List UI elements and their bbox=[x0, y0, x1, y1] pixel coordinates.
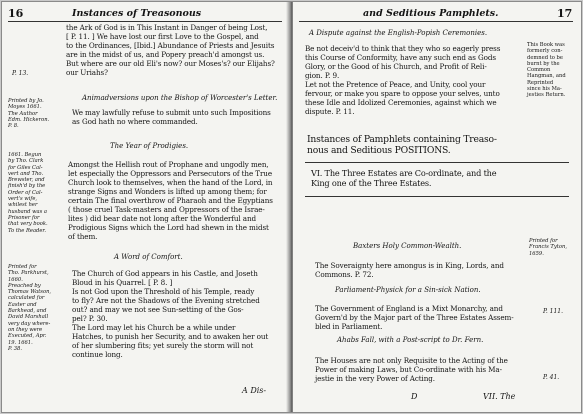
left-running-header: Instances of Treasonous bbox=[72, 8, 202, 19]
right-passage-3: The Government of England is a Mixt Monarchy, and Govern'd by the Major part of the Three Estates Assem- bled in Parliament. bbox=[315, 304, 514, 331]
right-signature-mark: D bbox=[411, 392, 418, 401]
left-margin-ref-1: P. 13. bbox=[12, 70, 29, 77]
right-page bbox=[293, 2, 581, 412]
left-passage-3: Amongst the Hellish rout of Prophane and ungodly men, let especially the Oppressors and Persecutors of the True Church look to themselves, when the hand of the Lord, in strange Signs and Wonders is lifted up among them; for certain The final overthrow of Pharaoh and the Egyptians ( those cruel Task-masters and Oppressors of the Israe- lites ) did bear date not long after the Wonderful and Prodigious Signs which the Lord had shewn in the midst of them. bbox=[68, 160, 273, 241]
left-header-rule bbox=[8, 21, 282, 22]
left-passage-2: We may lawfully refuse to submit unto such Impositions as God hath no where commanded. bbox=[72, 108, 271, 126]
right-chapter-rule bbox=[305, 162, 569, 163]
left-passage-4: The Church of God appears in his Castle, and Joseth Bloud in his Quarrel. [ P. 8. ] Is not God upon the Threshold of his Temple, ready to fly? Are not the Shadows of the Evening stretched out? and may we not see Sun-setting of the Gos- pel? P. 30. The Lord may let his Church be a while under Hatches, to punish her Security, and to awaken her out of her slumbering fits; yet surely the storm will not continue long. bbox=[72, 269, 269, 359]
left-section-title-2: The Year of Prodigies. bbox=[110, 142, 189, 150]
right-work-title-2: Parliament-Physick for a Sin-sick Nation. bbox=[335, 286, 481, 294]
left-margin-note-3: Printed for Tho. Parkhurst, 1660. Preached by Thomas Watson, calculated for Easter and Barkhead, and David Marshall very day where- on they were Executed, Apr. 19. 1661. P. 38. bbox=[8, 264, 52, 352]
right-passage-2: The Soveraignty here amongus is in King, Lords, and Commons. P. 72. bbox=[315, 261, 504, 279]
right-chapter-heading: Instances of Pamphlets containing Treaso- nous and Seditious POSITIONS. bbox=[307, 134, 497, 156]
right-margin-note-2: Printed for Francis Tyton, 1659. bbox=[529, 238, 567, 257]
left-section-title-3: A Word of Comfort. bbox=[114, 253, 183, 261]
right-catchword: VII. The bbox=[483, 392, 516, 401]
right-margin-note-1: This Book was formerly con- demned to be burnt by the Common Hangman, and Reprinted since his Ma- jesties Return. bbox=[527, 42, 566, 99]
left-margin-note-1: Printed by Jo. Moyes 1661. The Author Edm. Hickeron. P. 8. bbox=[8, 98, 50, 130]
left-page bbox=[2, 2, 289, 412]
right-header-rule bbox=[299, 21, 573, 22]
left-passage-1: the Ark of God is in This Instant in Danger of being Lost, [ P. 11. ] We have lost our first Love to the Gospel, and to the Ordinances, [Ibid.] Abundance of Priests and Jesuits are in the midst of us, and Popery preach'd amongst us. But where are our old Eli's now? our Moses's? our Elijahs? our Uriahs? bbox=[66, 23, 275, 77]
right-passage-4: The Houses are not only Requisite to the Acting of the Power of making Laws, but Co-ordinate with his Ma- jestie in the very Power of Acting. bbox=[315, 356, 508, 383]
right-section-title-1: A Dispute against the English-Popish Ceremonies. bbox=[309, 29, 488, 37]
right-margin-ref-1: P. 111. bbox=[543, 308, 563, 315]
left-margin-note-2: 1661. Begun by Tho. Clark for Giles Cal- vert and Tho. Brewster, and finish'd by the Order of Cal- vert's wife, whilest her husband was a Prisoner for that very book. To the Reader. bbox=[8, 152, 48, 234]
left-section-title-1: Animadversions upon the Bishop of Worcester's Letter. bbox=[82, 94, 278, 102]
right-page-number: 17 bbox=[557, 7, 573, 20]
right-running-header: and Seditious Pamphlets. bbox=[363, 8, 499, 19]
left-catchword: A Dis- bbox=[242, 386, 267, 395]
book-spread bbox=[2, 2, 581, 412]
left-page-number: 16 bbox=[8, 7, 24, 20]
right-passage-1: Be not deceiv'd to think that they who so eagerly press this Course of Conformity, have any such end as Gods Glory, or the Good of his Church, and Profit of Reli- gion. P. 9. Let not the Pretence of Peace, and Unity, cool your fervour, or make you spare to oppose your selves, unto these Idle and Idolized Ceremonies, against which we dispute. P. 11. bbox=[305, 44, 501, 116]
right-section-heading: VI. The Three Estates are Co-ordinate, and the King one of the Three Estates. bbox=[311, 168, 497, 188]
right-section-rule bbox=[305, 196, 569, 197]
right-work-title-1: Baxters Holy Common-Wealth. bbox=[353, 242, 462, 250]
right-margin-ref-2: P. 41. bbox=[543, 374, 560, 381]
right-work-title-3: Ahabs Fall, with a Post-script to Dr. Fern. bbox=[337, 336, 484, 344]
